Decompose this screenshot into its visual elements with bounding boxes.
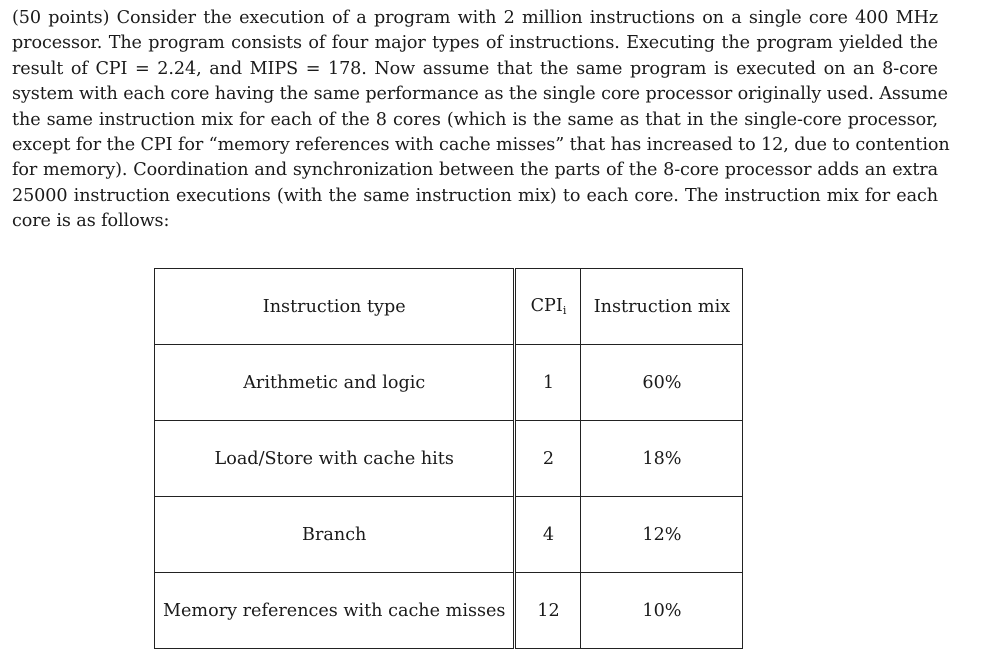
cell-cpi: 4 (515, 497, 581, 573)
header-instruction-type: Instruction type (155, 269, 515, 345)
cell-instruction-mix: 18% (581, 421, 743, 497)
problem-line: processor. The program consists of four major types of instructions. Executing the program yielded the (12, 33, 938, 54)
header-cpi (515, 269, 581, 345)
header-cpi-label: CPI (530, 296, 563, 316)
problem-line: (50 points) Consider the execution of a program with 2 million instructions on a single core 400 MHz (12, 8, 938, 28)
problem-line: 25000 instruction executions (with the same instruction mix) to each core. The instruction mix for each (12, 185, 938, 206)
cell-instruction-mix: 60% (581, 345, 743, 421)
cell-cpi: 1 (515, 345, 581, 421)
header-cpi-subscript: i (562, 304, 567, 317)
problem-line: system with each core having the same performance as the single core processor originally used. Assume (12, 84, 948, 105)
instruction-mix-table (154, 268, 743, 649)
problem-line: the same instruction mix for each of the 8 cores (which is the same as that in the single-core processor, (12, 109, 938, 130)
cell-instruction-type: Load/Store with cache hits (155, 421, 515, 497)
table-header-row (155, 269, 743, 345)
table-row (155, 421, 743, 497)
cell-instruction-mix: 12% (581, 497, 743, 573)
table-row (155, 345, 743, 421)
cell-instruction-type: Branch (155, 497, 515, 573)
cell-cpi: 12 (515, 573, 581, 649)
cell-instruction-mix: 10% (581, 573, 743, 649)
problem-line: core is as follows: (12, 211, 170, 232)
cell-cpi: 2 (515, 421, 581, 497)
problem-line: result of CPI = 2.24, and MIPS = 178. Now assume that the same program is executed on an 8-core (12, 58, 938, 79)
problem-statement (12, 6, 950, 235)
table-row (155, 497, 743, 573)
table-row (155, 573, 743, 649)
header-instruction-mix: Instruction mix (581, 269, 743, 345)
problem-line: except for the CPI for “memory references with cache misses” that has increased to 12, due to contention (12, 135, 950, 156)
cell-instruction-type: Memory references with cache misses (155, 573, 515, 649)
cell-instruction-type: Arithmetic and logic (155, 345, 515, 421)
problem-line: for memory). Coordination and synchronization between the parts of the 8-core processor adds an extra (12, 160, 938, 181)
